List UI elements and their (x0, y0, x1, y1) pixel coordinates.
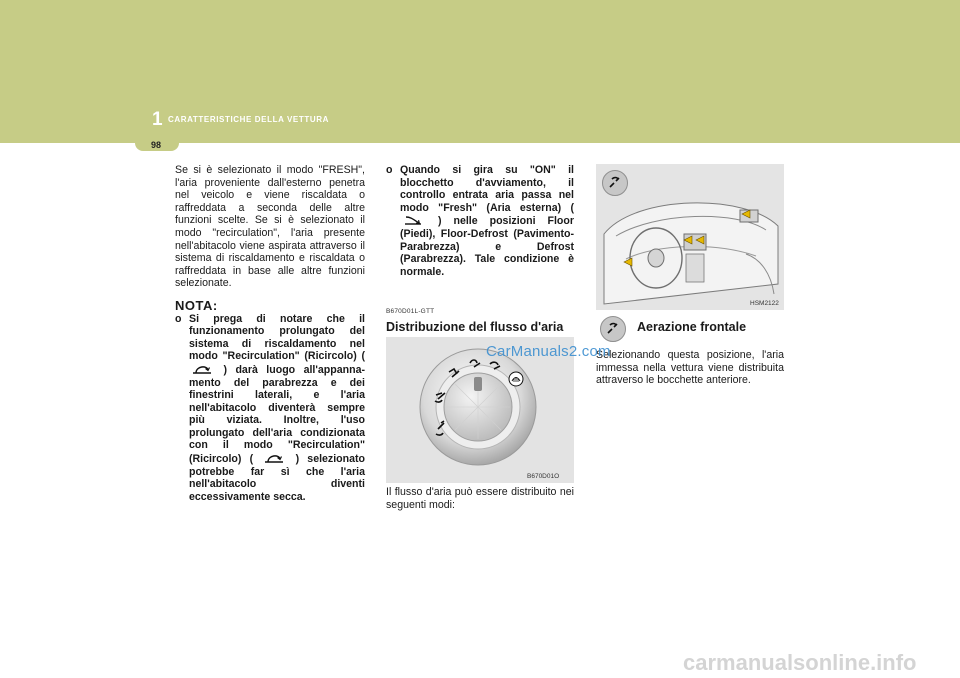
defrost-icon (509, 372, 523, 386)
recirculation-icon (191, 363, 213, 375)
face-vent-text: Selezionando questa posizione, l'aria immessa nella vettura viene distribuita attraverso le bocchette anteriore. (596, 349, 784, 387)
section-code: B670D01L-GTT (386, 308, 435, 316)
nota-title: NOTA: (175, 297, 218, 313)
intro-paragraph: Se si è selezionato il modo "FRESH", l'aria proveniente dall'esterno penetra nel veicolo e viene riscaldata o raffreddata a seconda delle altre funzioni scelte. Se si è selezionato il modo "recirculation", l'aria presente nell'abitacolo viene aspirata attraverso il sistema di riscaldamento e riscaldata o raffreddata in base alle altre funzioni selezionate. (175, 164, 365, 290)
face-vent-title: Aerazione frontale (637, 320, 747, 334)
chapter-number: 1 (152, 109, 163, 130)
dashboard-figure-code: HSM2122 (750, 300, 779, 307)
bullet: o (175, 312, 182, 325)
chapter-title: CARATTERISTICHE DELLA VETTURA (168, 115, 329, 124)
face-vent-icon (602, 170, 628, 196)
column-left (175, 164, 365, 503)
face-vent-icon (600, 316, 626, 342)
nota-text-c: ) selezionato potrebbe far sì che l'aria nell'abitacolo diventi eccessivamente secca. (189, 453, 365, 503)
section-header (386, 306, 574, 333)
page-number: 98 (151, 140, 162, 150)
fresh-air-icon (402, 214, 424, 226)
ignition-text-b: ) nelle posizioni Floor (Piedi), Floor-Defrost (Pavimento-Parabrezza) e Defrost (Parabrezza). Tale condizione è normale. (400, 215, 574, 278)
column-middle (386, 164, 574, 334)
recirculation-icon (263, 452, 285, 464)
ignition-text-a: Quando si gira su "ON" il blocchetto d'avviamento, il controllo entrata aria passa nel modo "Fresh" (Aria esterna) ( (400, 164, 574, 214)
bullet: o (386, 164, 393, 176)
header-band (0, 0, 960, 143)
nota-text-a: Si prega di notare che il funzionamento prolungato del sistema di riscaldamento nel modo "Recirculation" (Ricircolo) ( (189, 312, 365, 363)
watermark-carmanuals2: CarManuals2.com (486, 343, 611, 360)
watermark-carmanualsonline: carmanualsonline.info (683, 650, 917, 675)
dial-figure-code: B670D01O (527, 473, 560, 480)
nota-text-b: ) darà luogo all'appanna-mento del parabrezza e dei finestrini laterali, e l'aria nell'abitacolo diventerà sempre più viziata. Inoltre, l'uso prolungato dell'aria condizionata con il modo "Recirculation" (Ricircolo) ( (189, 363, 365, 466)
section-title: Distribuzione del flusso d'aria (386, 319, 564, 334)
dashboard-figure (596, 164, 784, 310)
ignition-note (386, 164, 574, 278)
distribution-text: Il flusso d'aria può essere distribuito nei seguenti modi: (386, 486, 574, 511)
nota-item (175, 313, 365, 504)
